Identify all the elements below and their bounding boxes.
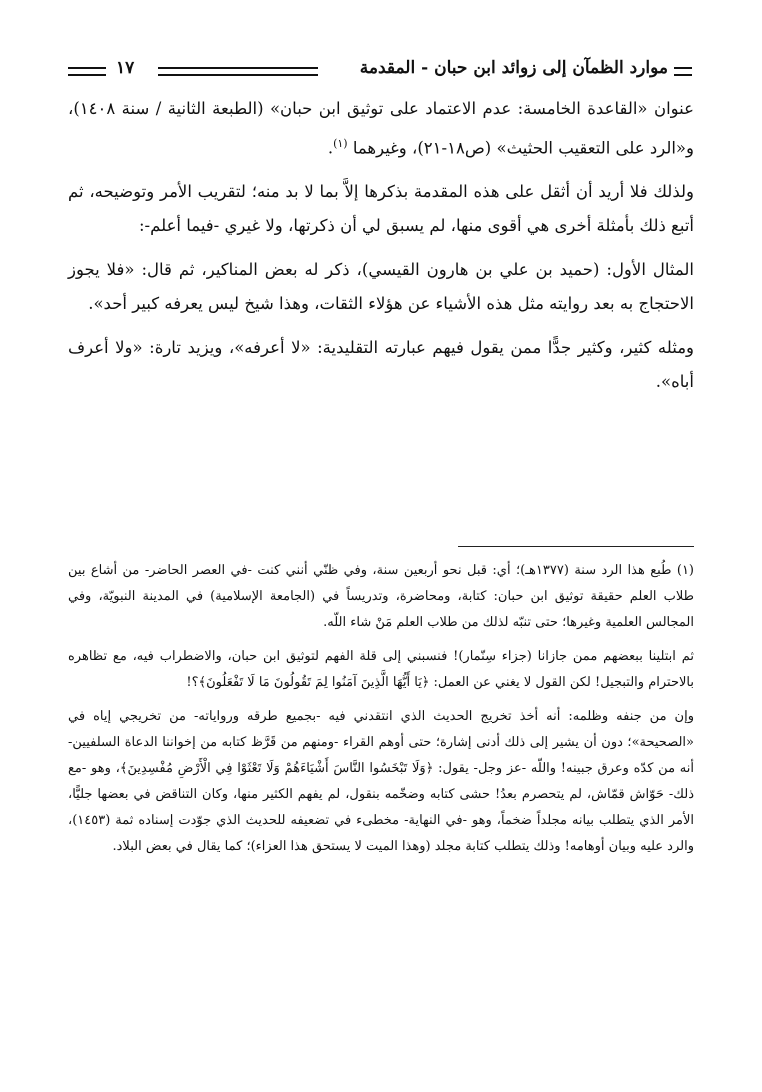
header-rule-right (674, 67, 692, 76)
footnote-2: ثم ابتلينا ببعضهم ممن جازانا (جزاء سِنّمار)! فنسبني إلى قلة الفهم لتوثيق ابن حبان، والاضطراب فيه، مع تظاهره بالاحترام والتبجيل! لكن القول لا يغني عن العمل: ﴿يَا أَيُّهَا الَّذِينَ آمَنُوا لِمَ تَقُولُونَ مَا لَا تَفْعَلُونَ﴾؟! (68, 649, 694, 690)
paragraph-1 (68, 92, 694, 166)
header-title: موارد الظمآن إلى زوائد ابن حبان - المقدمة (359, 58, 668, 78)
paragraph-1-text: عنوان «القاعدة الخامسة: عدم الاعتماد على توثيق ابن حبان» (الطبعة الثانية / سنة ١٤٠٨)، و«الرد على التعقيب الحثيث» (ص١٨-٢١)، وغيرهما (68, 99, 694, 157)
footnote-3: وإن من جنفه وظلمه: أنه أخذ تخريج الحديث الذي انتقدني فيه -بجميع طرقه ورواياته- من تخريجي إياه في «الصحيحة»؛ دون أن يشير إلى ذلك أدنى إشارة؛ حتى أوهم القراء -ومنهم من قَرَّظ كتابه من إخواننا الدعاة السلفيين- أنه من كدّه وعرق جبينه! واللّه -عز وجل- يقول: ﴿وَلَا تَبْخَسُوا النَّاسَ أَشْيَاءَهُمْ وَلَا تَعْثَوْا فِي الْأَرْضِ مُفْسِدِينَ﴾، وهو -مع ذلك- حَوّاش قمّاش، لم يتحصرم بعدُ! حشى كتابه وضخّمه بنقول، لم يفهم الكثير منها، وكان التناقض في بعضها جليًّا، الأمر الذي يتطلب بيانه مجلداً ضخماً، وهو -في النهاية- مخطىء في تضعيفه للحديث الذي جوّدت إسناده ثمة (١٤٥٣)، والرد عليه وبيان أوهامه! وذلك يتطلب كتابة مجلد (وهذا الميت لا يستحق هذا العزاء)؛ كما يقال في بعض البلاد. (68, 709, 694, 854)
paragraph-2: ولذلك فلا أريد أن أثقل على هذه المقدمة بذكرها إلاَّ بما لا بد منه؛ لتقريب الأمر وتوضيحه، ثم أتبع ذلك بأمثلة أخرى هي أقوى منها، لم يسبق لي أن ذكرتها، ولا غيري -فيما أعلم-: (68, 181, 694, 235)
header-rule-middle (158, 67, 318, 76)
paragraph-1-end: . (327, 138, 334, 157)
header-rule-left (68, 67, 106, 76)
footnote-reference: (١) (333, 136, 348, 150)
footnote-1: (١) طُبع هذا الرد سنة (١٣٧٧هـ)؛ أي: قبل نحو أربعين سنة، وفي ظنّي أنني كنت -في العصر الحاضر- من أشاع بين طلاب العلم حقيقة توثيق ابن حبان: كتابة، ومحاضرة، وتدريساً في (الجامعة الإسلامية) في المدينة النبويّة، وفي المجالس العلمية وغيرها؛ حتى تنبّه لذلك من طلاب العلم مَنْ شاء اللّه. (68, 563, 694, 630)
main-text (68, 92, 694, 400)
paragraph-3: المثال الأول: (حميد بن علي بن هارون القيسي)، ذكر له بعض المناكير، ثم قال: «فلا يجوز الاحتجاج به بعد روايته مثل هذه الأشياء عن هؤلاء الثقات، وهذا شيخ ليس يعرفه كبير أحد». (68, 259, 694, 313)
paragraph-4: ومثله كثير، وكثير جدًّا ممن يقول فيهم عبارته التقليدية: «لا أعرفه»، ويزيد تارة: «ولا أعرف أباه». (68, 337, 694, 391)
footnotes (68, 558, 694, 860)
page-number: ١٧ (116, 58, 135, 78)
running-header (68, 52, 692, 86)
footnote-separator (458, 546, 694, 547)
